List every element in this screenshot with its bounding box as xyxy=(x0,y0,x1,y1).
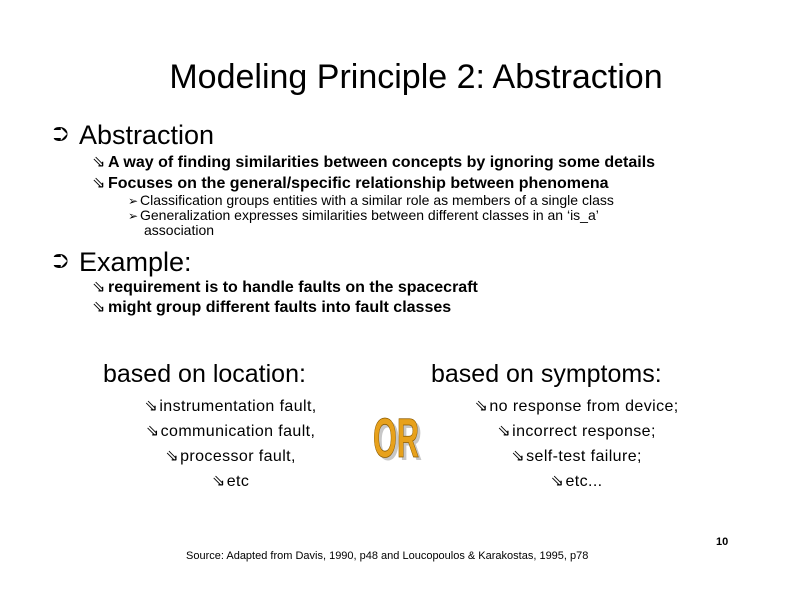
example-point-2-text: might group different faults into fault classes xyxy=(108,299,452,316)
location-item-text: etc xyxy=(226,473,250,490)
symptoms-item-text: etc... xyxy=(565,473,603,490)
or-shadow: OR xyxy=(376,409,422,466)
arrow-bullet-icon: ⇘ xyxy=(550,473,565,490)
page-number: 10 xyxy=(716,536,729,548)
abstraction-point-1-text: A way of finding similarities between concepts by ignoring some details xyxy=(108,154,656,171)
abstraction-point-1 xyxy=(92,152,655,172)
example-heading: Example: xyxy=(79,247,192,277)
location-item xyxy=(100,421,360,441)
curved-arrow-bullet-icon: ⮊ xyxy=(53,124,69,146)
location-heading: based on location: xyxy=(103,360,306,388)
or-graphic xyxy=(370,404,428,466)
abstraction-subpoint-2-continued: association xyxy=(144,222,215,238)
arrowhead-bullet-icon: ➢ xyxy=(128,194,139,208)
abstraction-point-2-text: Focuses on the general/specific relationship between phenomena xyxy=(108,175,609,192)
arrow-bullet-icon: ⇘ xyxy=(92,154,106,171)
arrowhead-bullet-icon: ➢ xyxy=(128,209,139,223)
symptoms-item-text: incorrect response; xyxy=(512,423,656,440)
symptoms-item xyxy=(438,396,714,416)
arrow-bullet-icon: ⇘ xyxy=(474,398,489,415)
location-item-text: processor fault, xyxy=(180,448,296,465)
arrow-bullet-icon: ⇘ xyxy=(144,398,159,415)
arrow-bullet-icon: ⇘ xyxy=(511,448,526,465)
arrow-bullet-icon: ⇘ xyxy=(165,448,179,465)
arrow-bullet-icon: ⇘ xyxy=(145,423,160,440)
or-label: OR xyxy=(373,406,419,466)
bullet-abstraction xyxy=(53,120,214,151)
arrow-bullet-icon: ⇘ xyxy=(497,423,512,440)
location-item xyxy=(100,471,360,491)
arrow-bullet-icon: ⇘ xyxy=(92,299,106,316)
example-point-1-text: requirement is to handle faults on the spacecraft xyxy=(108,279,478,296)
abstraction-subpoint-2 xyxy=(128,207,599,223)
abstraction-heading: Abstraction xyxy=(79,120,215,150)
symptoms-heading: based on symptoms: xyxy=(431,360,662,388)
symptoms-item xyxy=(438,471,714,491)
arrow-bullet-icon: ⇘ xyxy=(92,279,106,296)
slide-title: Modeling Principle 2: Abstraction xyxy=(169,58,663,96)
symptoms-item xyxy=(438,446,714,466)
location-item xyxy=(100,396,360,416)
location-item xyxy=(100,446,360,466)
arrow-bullet-icon: ⇘ xyxy=(211,473,226,490)
abstraction-subpoint-1 xyxy=(128,192,614,208)
curved-arrow-bullet-icon: ⮊ xyxy=(53,251,69,273)
symptoms-item xyxy=(438,421,714,441)
bullet-example xyxy=(53,247,192,278)
abstraction-subpoint-2-text: Generalization expresses similarities between different classes in an ‘is_a’ xyxy=(140,207,599,223)
abstraction-subpoint-1-text: Classification groups entities with a similar role as members of a single class xyxy=(140,192,614,208)
abstraction-point-2 xyxy=(92,173,609,193)
arrow-bullet-icon: ⇘ xyxy=(92,175,106,192)
location-item-text: instrumentation fault, xyxy=(159,398,317,415)
symptoms-item-text: no response from device; xyxy=(489,398,679,415)
example-point-2 xyxy=(92,297,451,317)
location-item-text: communication fault, xyxy=(160,423,316,440)
example-point-1 xyxy=(92,277,478,297)
symptoms-item-text: self-test failure; xyxy=(526,448,642,465)
source-citation: Source: Adapted from Davis, 1990, p48 and Loucopoulos & Karakostas, 1995, p78 xyxy=(186,550,589,562)
